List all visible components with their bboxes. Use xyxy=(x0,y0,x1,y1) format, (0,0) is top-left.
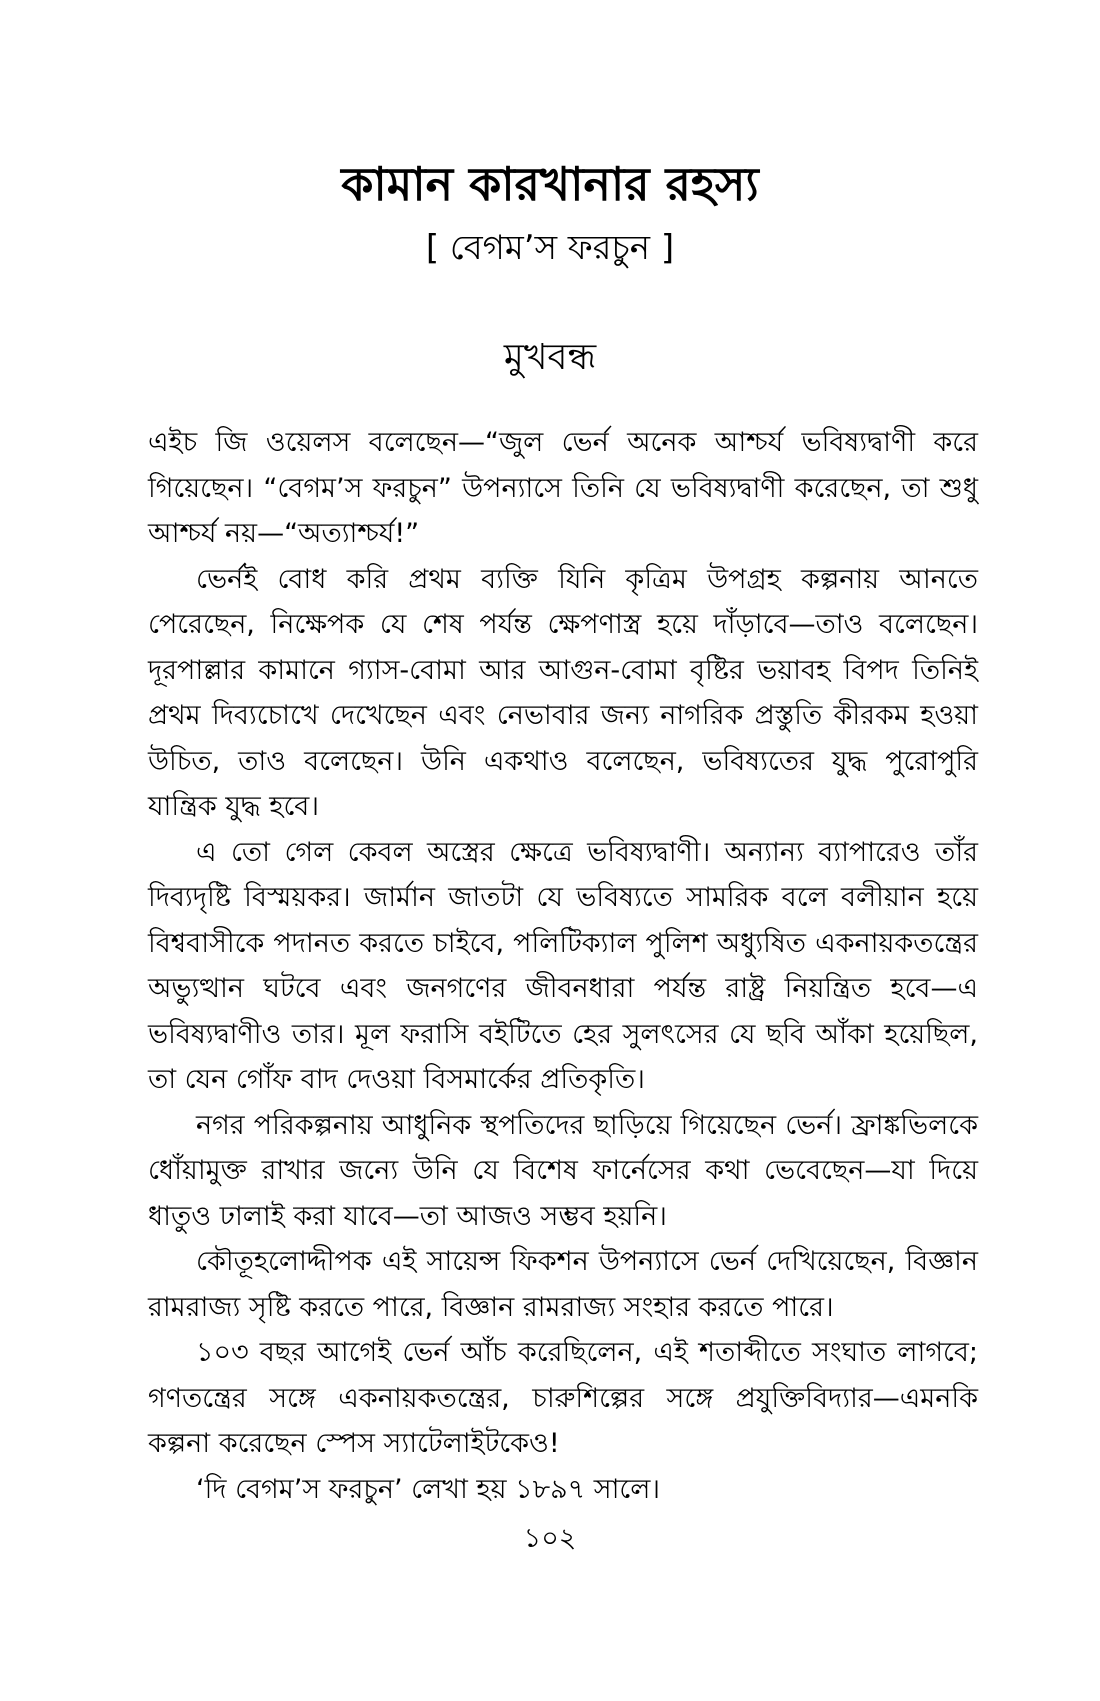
paragraph: কৌতূহলোদ্দীপক এই সায়েন্স ফিকশন উপন্যাসে ভের্ন দেখিয়েছেন, বিজ্ঞান রামরাজ্য সৃষ্টি করতে পারে, বিজ্ঞান রামরাজ্য সংহার করতে পারে। xyxy=(148,1246,978,1323)
paragraph: এইচ জি ওয়েলস বলেছেন—“জুল ভের্ন অনেক আশ্চর্য ভবিষ্যদ্বাণী করে গিয়েছেন। “বেগম’স ফরচুন” উপন্যাসে তিনি যে ভবিষ্যদ্বাণী করেছেন, তা শুধু আশ্চর্য নয়—“অত্যাশ্চর্য!” xyxy=(148,427,978,549)
paragraph: ১০৩ বছর আগেই ভের্ন আঁচ করেছিলেন, এই শতাব্দীতে সংঘাত লাগবে; গণতন্ত্রের সঙ্গে একনায়কতন্ত্রের, চারুশিল্পের সঙ্গে প্রযুক্তিবিদ্যার—এমনকি কল্পনা করেছেন স্পেস স্যাটেলাইটকেও! xyxy=(148,1337,978,1459)
paragraph: ‘দি বেগম’স ফরচুন’ লেখা হয় ১৮৯৭ সালে। xyxy=(196,1473,661,1505)
page-title: কামান কারখানার রহস্য xyxy=(341,157,759,211)
page-subtitle: [ বেগম’স ফরচুন ] xyxy=(425,228,675,268)
body-text xyxy=(148,420,978,1512)
paragraph: নগর পরিকল্পনায় আধুনিক স্থপতিদের ছাড়িয়ে গিয়েছেন ভের্ন। ফ্রাঙ্কভিলকে ধোঁয়ামুক্ত রাখার জন্যে উনি যে বিশেষ ফার্নেসের কথা ভেবেছেন—যা দিয়ে ধাতুও ঢালাই করা যাবে—তা আজও সম্ভব হয়নি। xyxy=(148,1109,978,1232)
paragraph: ভের্নই বোধ করি প্রথম ব্যক্তি যিনি কৃত্রিম উপগ্রহ কল্পনায় আনতে পেরেছেন, নিক্ষেপক যে শেষ পর্যন্ত ক্ষেপণাস্ত্র হয়ে দাঁড়াবে—তাও বলেছেন। দূরপাল্লার কামানে গ্যাস-বোমা আর আগুন-বোমা বৃষ্টির ভয়াবহ বিপদ তিনিই প্রথম দিব্যচোখে দেখেছেন এবং নেভাবার জন্য নাগরিক প্রস্তুতি কীরকম হওয়া উচিত, তাও বলেছেন। উনি একথাও বলেছেন, ভবিষ্যতের যুদ্ধ পুরোপুরি যান্ত্রিক যুদ্ধ হবে। xyxy=(148,563,978,822)
section-heading: মুখবন্ধ xyxy=(503,337,597,378)
paragraph: এ তো গেল কেবল অস্ত্রের ক্ষেত্রে ভবিষ্যদ্বাণী। অন্যান্য ব্যাপারেও তাঁর দিব্যদৃষ্টি বিস্ময়কর। জার্মান জাতটা যে ভবিষ্যতে সামরিক বলে বলীয়ান হয়ে বিশ্ববাসীকে পদানত করতে চাইবে, পলিটিক্যাল পুলিশ অধ্যুষিত একনায়কতন্ত্রের অভ্যুত্থান ঘটবে এবং জনগণের জীবনধারা পর্যন্ত রাষ্ট্র নিয়ন্ত্রিত হবে—এ ভবিষ্যদ্বাণীও তার। মূল ফরাসি বইটিতে হের সুলৎসের যে ছবি আঁকা হয়েছিল, তা যেন গোঁফ বাদ দেওয়া বিসমার্কের প্রতিকৃতি। xyxy=(148,836,978,1095)
page-number: ১০২ xyxy=(523,1523,577,1554)
